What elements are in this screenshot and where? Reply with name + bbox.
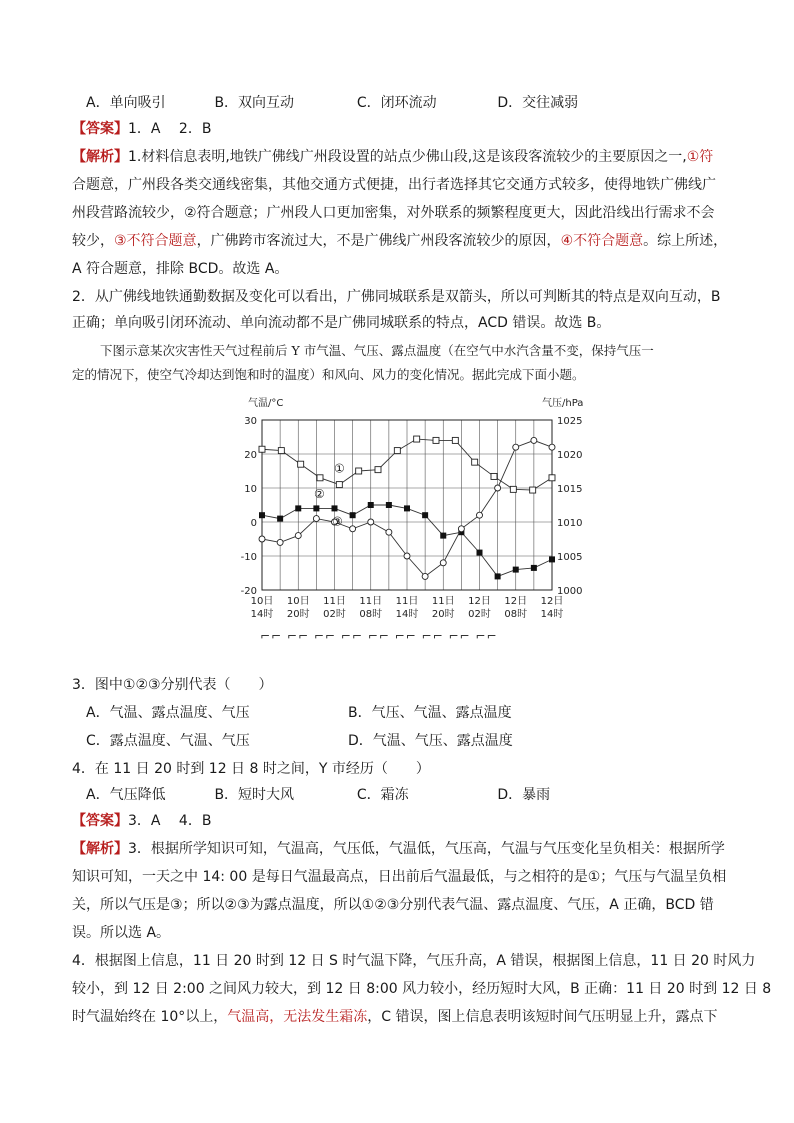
analysis-line: 2．从广佛线地铁通勤数据及变化可以看出，广佛同城联系是双箭头，所以可判断其的特点是双向互动，B xyxy=(72,289,721,305)
answer-line-2 xyxy=(72,808,732,834)
series-point xyxy=(259,536,265,542)
series-point xyxy=(317,475,323,481)
intro-line: 定的情况下，使空气冷却达到饱和时的温度）和风向、风力的变化情况。据此完成下面小题。 xyxy=(72,367,585,382)
option-c: C．闭环流动 xyxy=(356,95,437,111)
analysis-tag: 【解析】 xyxy=(72,149,128,165)
x-tick-day: 12日 xyxy=(468,596,491,607)
x-tick-day: 11日 xyxy=(395,596,419,607)
intro-line: 下图示意某次灾害性天气过程前后 Y 市气温、气压、露点温度（在空气中水汽含量不变，保持气压一 xyxy=(100,343,654,358)
question-3-stem: 3．图中①②③分别代表（ ） xyxy=(72,677,273,693)
x-tick-day: 12日 xyxy=(504,596,528,607)
chart-grid xyxy=(262,420,552,590)
series-point xyxy=(313,505,319,511)
analysis-text: 时气温始终在 10°以上， xyxy=(72,1009,228,1025)
option-a: A．气温、露点温度、气压 xyxy=(86,705,250,721)
series-point xyxy=(386,502,392,508)
y-axis-label-left: 气温/°C xyxy=(248,398,284,409)
series-point xyxy=(404,505,410,511)
analysis-line: 4．根据图上信息，11 日 20 时到 12 日 S 时气温下降，气压升高，A 错误，根据图上信息，11 日 20 时风力 xyxy=(72,953,756,969)
series-point xyxy=(531,565,537,571)
previous-question-options xyxy=(86,90,746,116)
y-tick-left: -10 xyxy=(240,552,257,563)
y-tick-left: 10 xyxy=(244,484,257,495)
series-point xyxy=(452,437,458,443)
analysis-line xyxy=(72,836,732,862)
option-d: D．气温、气压、露点温度 xyxy=(348,733,513,749)
y-tick-right: 1020 xyxy=(557,450,583,461)
series-point xyxy=(530,487,536,493)
option-c: C．露点温度、气温、气压 xyxy=(86,733,250,749)
series-point xyxy=(440,560,446,566)
series-point xyxy=(414,436,420,442)
series-point xyxy=(422,573,428,579)
wind-symbols: ⌐⌐ ⌐⌐ ⌐⌐ ⌐⌐ ⌐⌐ ⌐⌐ ⌐⌐ ⌐⌐ ⌐⌐ xyxy=(260,629,498,643)
analysis-line: 关，所以气压是③；所以②③为露点温度，所以①②③分别代表气温、露点温度、气压，A 正确，BCD 错 xyxy=(72,897,714,913)
y-tick-left: 30 xyxy=(244,416,257,427)
series-point xyxy=(368,502,374,508)
y-tick-right: 1015 xyxy=(557,484,583,495)
option-d: D．交往减弱 xyxy=(497,95,579,111)
series-name-label: ③ xyxy=(332,514,343,529)
y-tick-left: -20 xyxy=(240,586,257,597)
series-point xyxy=(404,553,410,559)
analysis-text: 较少， xyxy=(72,233,114,249)
analysis-line xyxy=(72,1004,732,1030)
series-point xyxy=(495,485,501,491)
y-tick-left: 0 xyxy=(250,518,257,529)
series-point xyxy=(510,486,516,492)
question-4-options xyxy=(86,782,746,808)
question-3-options-row1 xyxy=(86,700,746,726)
analysis-line: 州段营路流较少，②符合题意；广州段人口更加密集，对外联系的频繁程度更大，因此沿线出行需求不会 xyxy=(72,205,715,221)
x-tick-day: 11日 xyxy=(323,596,346,607)
series-point xyxy=(472,459,478,465)
analysis-highlight: 气温高，无法发生霜冻 xyxy=(227,1009,368,1025)
series-point xyxy=(350,512,356,518)
answer-tag: 【答案】 xyxy=(72,121,128,137)
analysis-tag: 【解析】 xyxy=(72,841,128,857)
answer-line-1 xyxy=(72,116,732,142)
analysis-highlight: ①符 xyxy=(686,149,714,165)
analysis-line: 知识可知，一天之中 14: 00 是每日气温最高点，日出前后气温最低，与之相符的是①；气压与气温呈负相 xyxy=(72,869,727,885)
y-axis-label-right: 气压/hPa xyxy=(542,398,584,409)
x-tick-hour: 14时 xyxy=(540,609,564,620)
analysis-line: 误。所以选 A。 xyxy=(72,925,171,941)
series-point xyxy=(295,533,301,539)
series-point xyxy=(356,468,362,474)
answer-text: 3．A 4．B xyxy=(128,813,212,829)
series-point xyxy=(313,516,319,522)
series-point xyxy=(477,512,483,518)
series-point xyxy=(277,539,283,545)
analysis-text: ，C 错误，图上信息表明该短时间气压明显上升，露点下 xyxy=(367,1009,718,1025)
series-point xyxy=(477,550,483,556)
x-tick-hour: 02时 xyxy=(468,609,491,620)
series-point xyxy=(259,446,265,452)
analysis-line: A 符合题意，排除 BCD。故选 A。 xyxy=(72,261,289,277)
x-tick-hour: 20时 xyxy=(431,609,455,620)
x-tick-day: 12日 xyxy=(540,596,564,607)
question-4-stem: 4．在 11 日 20 时到 12 日 8 时之间，Y 市经历（ ） xyxy=(72,761,430,777)
x-tick-day: 11日 xyxy=(359,596,383,607)
option-d: D．暴雨 xyxy=(497,787,551,803)
analysis-line: 合题意，广州段各类交通线密集，其他交通方式便捷，出行者选择其它交通方式较多，使得地铁广佛线广 xyxy=(72,177,716,193)
analysis-line xyxy=(72,144,732,170)
analysis-highlight: ④不符合题意 xyxy=(560,233,644,249)
x-tick-hour: 14时 xyxy=(395,609,419,620)
series-name-label: ① xyxy=(334,461,345,476)
x-tick-day: 11日 xyxy=(431,596,455,607)
series-point xyxy=(458,526,464,532)
series-point xyxy=(259,512,265,518)
series-point xyxy=(422,512,428,518)
x-tick-day: 10日 xyxy=(286,596,310,607)
x-tick-hour: 14时 xyxy=(250,609,274,620)
analysis-line: 正确；单向吸引闭环流动、单向流动都不是广佛同城联系的特点，ACD 错误。故选 B。 xyxy=(72,315,611,331)
option-b: B．短时大风 xyxy=(214,787,295,803)
series-point xyxy=(549,475,555,481)
analysis-text: ，广佛跨市客流过大，不是广佛线广州段客流较少的原因， xyxy=(196,233,561,249)
series-point xyxy=(513,567,519,573)
option-b: B．双向互动 xyxy=(214,95,295,111)
series-point xyxy=(278,448,284,454)
series-name-label: ② xyxy=(314,487,325,502)
analysis-highlight: ③不符合题意 xyxy=(114,233,197,249)
series-point xyxy=(375,467,381,473)
x-tick-hour: 02时 xyxy=(323,609,346,620)
series-point xyxy=(332,505,338,511)
series-point xyxy=(295,505,301,511)
analysis-text: 1.材料信息表明,地铁广佛线广州段设置的站点少佛山段,这是该段客流较少的主要原因之一, xyxy=(128,149,687,165)
series-point xyxy=(549,444,555,450)
y-tick-right: 1005 xyxy=(557,552,583,563)
series-point xyxy=(277,516,283,522)
option-b: B．气压、气温、露点温度 xyxy=(348,705,512,721)
answer-tag: 【答案】 xyxy=(72,813,128,829)
series-point xyxy=(495,573,501,579)
x-tick-hour: 08时 xyxy=(504,609,528,620)
series-point xyxy=(298,461,304,467)
series-point xyxy=(513,444,519,450)
x-tick-day: 10日 xyxy=(250,596,274,607)
option-a: A．单向吸引 xyxy=(86,95,166,111)
series-point xyxy=(433,437,439,443)
analysis-line xyxy=(72,228,732,254)
series-point xyxy=(386,529,392,535)
series-point xyxy=(531,437,537,443)
question-3-options-row2 xyxy=(86,728,746,754)
analysis-text: 。综上所述， xyxy=(643,233,728,249)
x-tick-hour: 20时 xyxy=(286,609,310,620)
option-a: A．气压降低 xyxy=(86,787,166,803)
series-point xyxy=(491,473,497,479)
y-tick-right: 1025 xyxy=(557,416,583,427)
series-point xyxy=(336,482,342,488)
series-point xyxy=(350,526,356,532)
chart-labels xyxy=(241,397,584,643)
y-tick-right: 1000 xyxy=(557,586,583,597)
x-tick-hour: 08时 xyxy=(359,609,383,620)
y-tick-right: 1010 xyxy=(557,518,583,529)
series-point xyxy=(549,556,555,562)
series-point xyxy=(368,519,374,525)
analysis-line: 较小，到 12 日 2:00 之间风力较大，到 12 日 8:00 风力较小，经历短时大风，B 正确：11 日 20 时到 12 日 8 xyxy=(72,981,772,997)
y-tick-left: 20 xyxy=(244,450,257,461)
answer-text: 1．A 2．B xyxy=(128,121,212,137)
analysis-text: 3．根据所学知识可知，气温高，气压低，气温低，气压高，气温与气压变化呈负相关：根据所学 xyxy=(128,841,725,857)
series-point xyxy=(394,448,400,454)
option-c: C．霜冻 xyxy=(356,787,409,803)
weather-chart xyxy=(228,388,598,648)
series-point xyxy=(440,533,446,539)
